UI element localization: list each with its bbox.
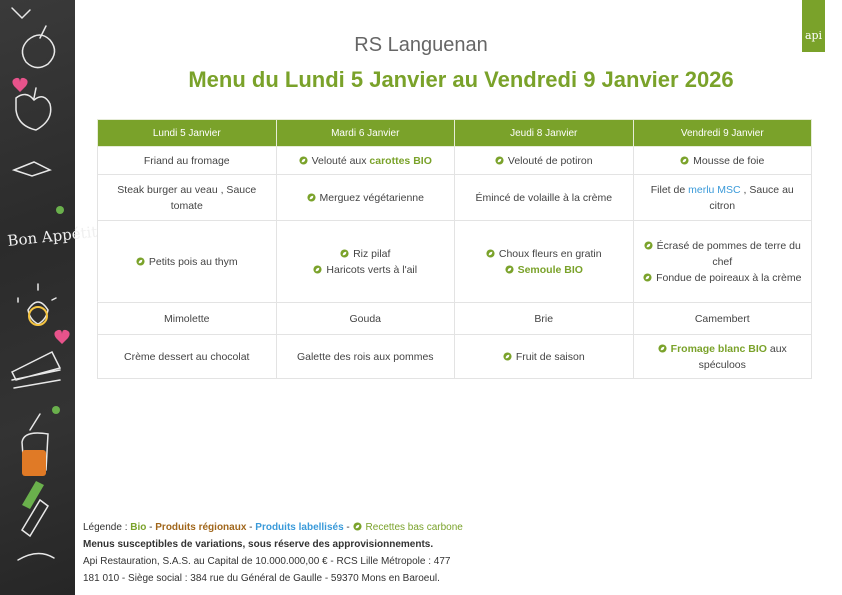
dish-text: Petits pois au thym: [148, 255, 238, 268]
dish-text: Écrasé de pommes de terre du chef: [656, 239, 801, 268]
dish-text: , Sauce au citron: [709, 183, 794, 212]
chalk-doodles: [0, 0, 99, 595]
low-carbon-leaf-icon: [505, 265, 514, 274]
dish-text: Fruit de saison: [515, 350, 585, 363]
low-carbon-leaf-icon: [340, 249, 349, 258]
dish: [106, 349, 268, 365]
bon-appetit-text: Bon Appétit: [6, 222, 99, 250]
menu-cell: [455, 147, 634, 175]
low-carbon-leaf-icon: [313, 265, 322, 274]
menu-cell: [455, 335, 634, 379]
dish: [642, 238, 804, 270]
dish: [642, 311, 804, 327]
menu-row: [98, 303, 812, 335]
heart-icon: [12, 78, 27, 92]
dish-text: Steak burger au veau , Sauce tomate: [117, 183, 257, 212]
dish: [285, 190, 447, 206]
dish: [285, 153, 447, 169]
low-carbon-leaf-icon: [680, 156, 689, 165]
dish-text: carottes BIO: [369, 154, 432, 167]
dish-text: Émincé de volaille à la crème: [475, 191, 613, 204]
menu-cell: [633, 147, 812, 175]
legend-disclaimer: [83, 536, 463, 553]
low-carbon-leaf-icon: [503, 352, 512, 361]
dish: [285, 262, 447, 278]
site-name: RS Languenan: [354, 34, 488, 56]
leaf-doodle-icon: [12, 8, 30, 18]
legend-low-carbon: Recettes bas carbone: [365, 522, 463, 533]
dish: [106, 254, 268, 270]
menu-row: [98, 221, 812, 303]
company-line-2: 181 010 - Siège social : 384 rue du Général de Gaulle - 59370 Mons en Baroeul.: [83, 573, 440, 584]
menu-body: [98, 147, 812, 379]
dish-text: Mousse de foie: [693, 154, 765, 167]
menu-cell: [633, 303, 812, 335]
dish: [463, 311, 625, 327]
legend-separator: -: [146, 522, 156, 533]
menu-cell: [276, 221, 455, 303]
menu-table: [97, 119, 812, 379]
dish: [642, 182, 804, 214]
low-carbon-leaf-icon: [643, 273, 652, 282]
menu-cell: [455, 221, 634, 303]
low-carbon-leaf-icon: [136, 257, 145, 266]
heart-icon: [54, 330, 69, 344]
apple-doodle-icon: [16, 88, 51, 130]
logo-text: api: [804, 29, 823, 42]
dish-text: Camembert: [694, 312, 750, 325]
menu-cell: [98, 221, 277, 303]
disclaimer-text: Menus susceptibles de variations, sous réserve des approvisionnements.: [83, 539, 434, 550]
dish-text: Haricots verts à l'ail: [326, 263, 418, 276]
dish: [642, 153, 804, 169]
legend-labelled: Produits labellisés: [255, 522, 344, 533]
dish-text: Crème dessert au chocolat: [124, 350, 250, 363]
low-carbon-leaf-icon: [644, 241, 653, 250]
menu-cell: [455, 303, 634, 335]
legend: [83, 519, 463, 587]
chalkboard-sidebar: [0, 0, 99, 595]
dish: [642, 341, 804, 373]
low-carbon-leaf-icon: [495, 156, 504, 165]
dish-text: Velouté de potiron: [507, 154, 593, 167]
dish-text: Brie: [534, 312, 554, 325]
dish: [106, 182, 268, 214]
menu-cell: [276, 147, 455, 175]
legend-separator: -: [246, 522, 256, 533]
dish-text: Riz pilaf: [353, 247, 391, 260]
cake-doodle-icon: [12, 352, 60, 388]
dish-text: merlu MSC: [688, 183, 741, 196]
dish: [285, 349, 447, 365]
paper-plane-doodle-icon: [14, 162, 50, 176]
menu-row: [98, 335, 812, 379]
menu-cell: [276, 335, 455, 379]
dish-text: Merguez végétarienne: [319, 191, 424, 204]
dish-text: Fondue de poireaux à la crème: [656, 271, 802, 284]
low-carbon-leaf-icon: [486, 249, 495, 258]
dish-text: Fromage blanc BIO: [670, 342, 767, 355]
dish: [106, 311, 268, 327]
dish: [463, 262, 625, 278]
low-carbon-leaf-icon: [353, 522, 362, 531]
dish-text: Filet de: [650, 183, 689, 196]
dish: [463, 153, 625, 169]
lightbulb-doodle-icon: [18, 284, 56, 324]
menu-cell: [455, 175, 634, 221]
menu-cell: [98, 175, 277, 221]
glass-icon: [22, 450, 46, 476]
dish-text: Gouda: [349, 312, 382, 325]
plane-doodle-icon: [18, 553, 54, 560]
bulb-glow-icon: [29, 307, 47, 325]
green-pencil-icon: [22, 481, 44, 509]
legend-prefix: Légende :: [83, 522, 131, 533]
menu-cell: [633, 221, 812, 303]
flower-icon: [52, 406, 60, 414]
dish: [463, 190, 625, 206]
company-line-1: Api Restauration, S.A.S. au Capital de 10.000.000,00 € - RCS Lille Métropole : 477: [83, 556, 451, 567]
dish-text: Semoule BIO: [517, 263, 583, 276]
low-carbon-leaf-icon: [658, 344, 667, 353]
dish: [463, 246, 625, 262]
menu-cell: [98, 303, 277, 335]
day-header: Jeudi 8 Janvier: [455, 120, 634, 147]
dish-text: Friand au fromage: [143, 154, 230, 167]
days-header-row: [98, 120, 812, 147]
flower-icon: [56, 206, 64, 214]
legend-regional: Produits régionaux: [155, 522, 247, 533]
day-header: Lundi 5 Janvier: [98, 120, 277, 147]
menu-cell: [633, 175, 812, 221]
dish: [285, 246, 447, 262]
dish: [285, 311, 447, 327]
menu-title: Menu du Lundi 5 Janvier au Vendredi 9 Janvier 2026: [188, 67, 734, 92]
day-header: Vendredi 9 Janvier: [633, 120, 812, 147]
menu-cell: [98, 147, 277, 175]
dish: [106, 153, 268, 169]
legend-bio: Bio: [130, 522, 147, 533]
low-carbon-leaf-icon: [299, 156, 308, 165]
legend-line: [83, 519, 463, 536]
dish-text: Galette des rois aux pommes: [296, 350, 434, 363]
menu-row: [98, 175, 812, 221]
dish-text: aux spéculoos: [698, 342, 787, 371]
day-header: Mardi 6 Janvier: [276, 120, 455, 147]
menu-cell: [276, 175, 455, 221]
low-carbon-leaf-icon: [307, 193, 316, 202]
dish: [463, 349, 625, 365]
dish-text: Choux fleurs en gratin: [498, 247, 602, 260]
menu-row: [98, 147, 812, 175]
menu-cell: [633, 335, 812, 379]
dish-text: Mimolette: [163, 312, 210, 325]
menu-cell: [276, 303, 455, 335]
dish: [642, 270, 804, 286]
legend-separator: -: [343, 522, 353, 533]
menu-cell: [98, 335, 277, 379]
dish-text: Velouté aux: [311, 154, 370, 167]
